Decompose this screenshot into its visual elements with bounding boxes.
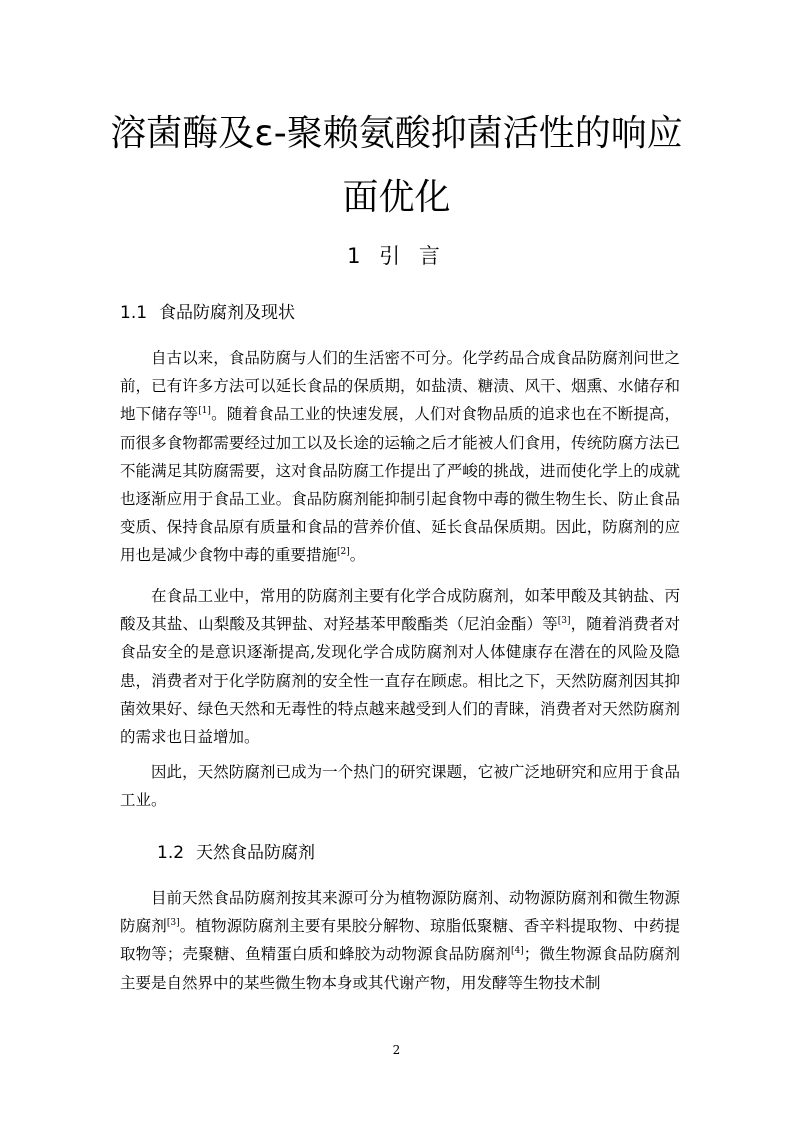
paragraph: 因此，天然防腐剂已成为一个热门的研究课题，它被广泛地研究和应用于食品工业。	[120, 763, 680, 810]
chapter-heading: 1 引 言	[347, 244, 446, 268]
section-number: 1.2	[157, 843, 185, 863]
section-heading-1-1	[120, 298, 295, 323]
citation: [3]	[166, 918, 180, 929]
section-title: 食品防腐剂及现状	[159, 303, 296, 323]
citation: [2]	[337, 547, 350, 558]
paragraph: 在食品工业中，常用的防腐剂主要有化学合成防腐剂，如苯甲酸及其钠盐、丙酸及其盐、山梨酸及其钾盐、对羟基苯甲酸酯类（尼泊金酯）等[3]，随着消费者对食品安全的是意识逐渐提高,发现化学合成防腐剂对人体健康存在潜在的风险及隐患，消费者对于化学防腐剂的安全性一直存在顾虑。相比之下，天然防腐剂因其抑菌效果好、绿色天然和无毒性的特点越来越受到人们的青睐，消费者对天然防腐剂的需求也日益增加。	[120, 587, 680, 747]
section-heading-1-2	[157, 838, 315, 863]
paragraph: 目前天然食品防腐剂按其来源可分为植物源防腐剂、动物源防腐剂和微生物源防腐剂[3]。植物源防腐剂主要有果胶分解物、琼脂低聚糖、香辛料提取物、中药提取物等；壳聚糖、鱼精蛋白质和蜂胶为动物源食品防腐剂[4]；微生物源食品防腐剂主要是自然界中的某些微生物本身或其代谢产物，用发酵等生物技术制	[120, 889, 680, 992]
citation: [1]	[198, 406, 211, 417]
document-title: 溶菌酶及ε-聚赖氨酸抑菌活性的响应面优化	[110, 113, 683, 218]
section-title: 天然食品防腐剂	[196, 843, 316, 863]
section-number: 1.1	[120, 303, 148, 323]
page-number: 2	[392, 1043, 401, 1057]
citation: [4]	[510, 946, 524, 957]
citation: [3]	[557, 616, 571, 627]
paragraph: 自古以来，食品防腐与人们的生活密不可分。化学药品合成食品防腐剂问世之前，已有许多方法可以延长食品的保质期，如盐渍、糖渍、风干、烟熏、水储存和地下储存等[1]。随着食品工业的快速发展，人们对食物品质的追求也在不断提高，而很多食物都需要经过加工以及长途的运输之后才能被人们食用，传统防腐方法已不能满足其防腐需要，这对食品防腐工作提出了严峻的挑战，进而使化学上的成就也逐渐应用于食品工业。食品防腐剂能抑制引起食物中毒的微生物生长、防止食品变质、保持食品原有质量和食品的营养价值、延长食品保质期。因此，防腐剂的应用也是减少食物中毒的重要措施[2]。	[120, 349, 680, 565]
